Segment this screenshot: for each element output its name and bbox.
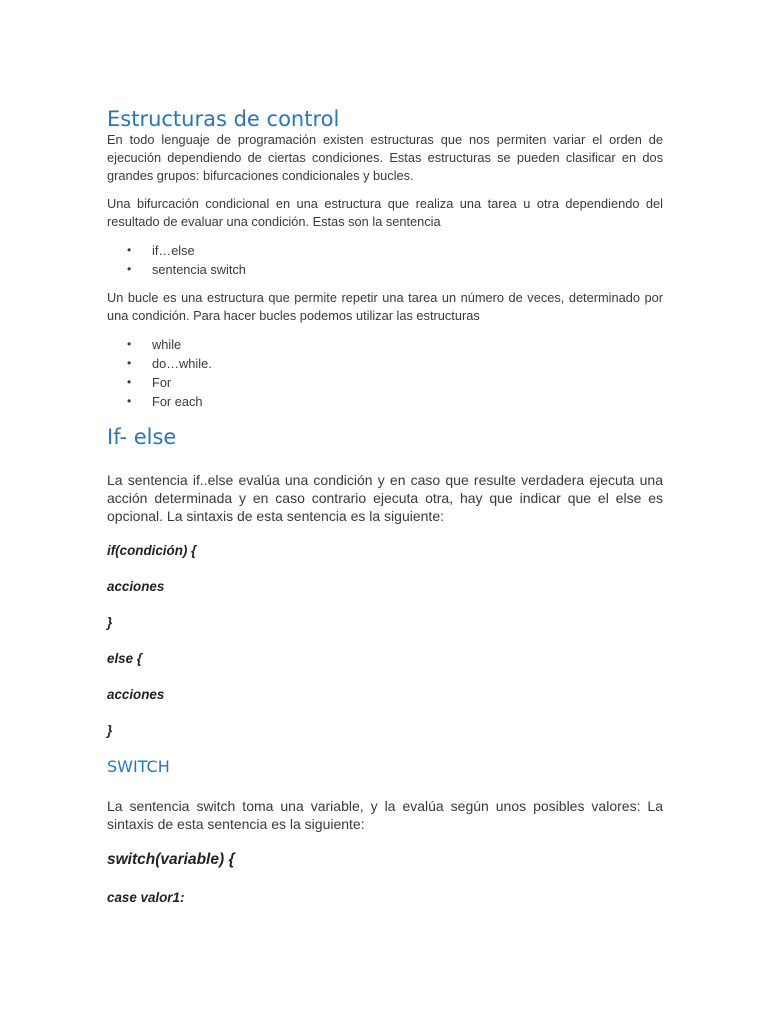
code-line: } bbox=[107, 723, 113, 738]
code-line: switch(variable) { bbox=[107, 851, 235, 868]
bullet-icon: • bbox=[127, 394, 132, 408]
list-item: • do…while. bbox=[127, 356, 212, 371]
list-item: • For each bbox=[127, 394, 203, 409]
heading-if-else: If- else bbox=[107, 425, 177, 449]
heading-estructuras-de-control: Estructuras de control bbox=[107, 107, 340, 131]
switch-paragraph: La sentencia switch toma una variable, y la evalúa según unos posibles valores: La sintaxis de esta sentencia es la siguiente: bbox=[107, 798, 663, 832]
bullet-icon: • bbox=[127, 337, 132, 351]
list-item: • if…else bbox=[127, 243, 195, 258]
bifurcacion-paragraph: Una bifurcación condicional en una estructura que realiza una tarea u otra dependiendo del resultado de evaluar una condición. Estas son la sentencia bbox=[107, 196, 663, 229]
ifelse-paragraph: La sentencia if..else evalúa una condición y en caso que resulte verdadera ejecuta una acción determinada y en caso contrario ejecuta otra, hay que indicar que el else es opcional. La sintaxis de esta sentencia es la siguiente: bbox=[107, 472, 663, 524]
code-line: acciones bbox=[107, 687, 165, 702]
code-line: case valor1: bbox=[107, 890, 185, 905]
bifurcacion-list bbox=[127, 241, 246, 279]
list-item: • For bbox=[127, 375, 172, 390]
heading-switch: SWITCH bbox=[107, 757, 170, 776]
code-line: acciones bbox=[107, 579, 165, 594]
code-line: if(condición) { bbox=[107, 543, 197, 558]
list-item: • while bbox=[127, 337, 182, 352]
code-line: else { bbox=[107, 651, 142, 666]
bucle-paragraph: Un bucle es una estructura que permite repetir una tarea un número de veces, determinado por una condición. Para hacer bucles podemos utilizar las estructuras bbox=[107, 290, 663, 323]
intro-paragraph: En todo lenguaje de programación existen estructuras que nos permiten variar el orden de ejecución dependiendo de ciertas condiciones. Estas estructuras se pueden clasificar en dos grandes grupos: bifurcaciones condicionales y bucles. bbox=[107, 132, 663, 183]
bucle-list bbox=[127, 335, 212, 411]
bullet-icon: • bbox=[127, 375, 132, 389]
bullet-icon: • bbox=[127, 243, 132, 257]
bullet-icon: • bbox=[127, 356, 132, 370]
list-item: • sentencia switch bbox=[127, 262, 246, 277]
code-line: } bbox=[107, 615, 113, 630]
bullet-icon: • bbox=[127, 262, 132, 276]
